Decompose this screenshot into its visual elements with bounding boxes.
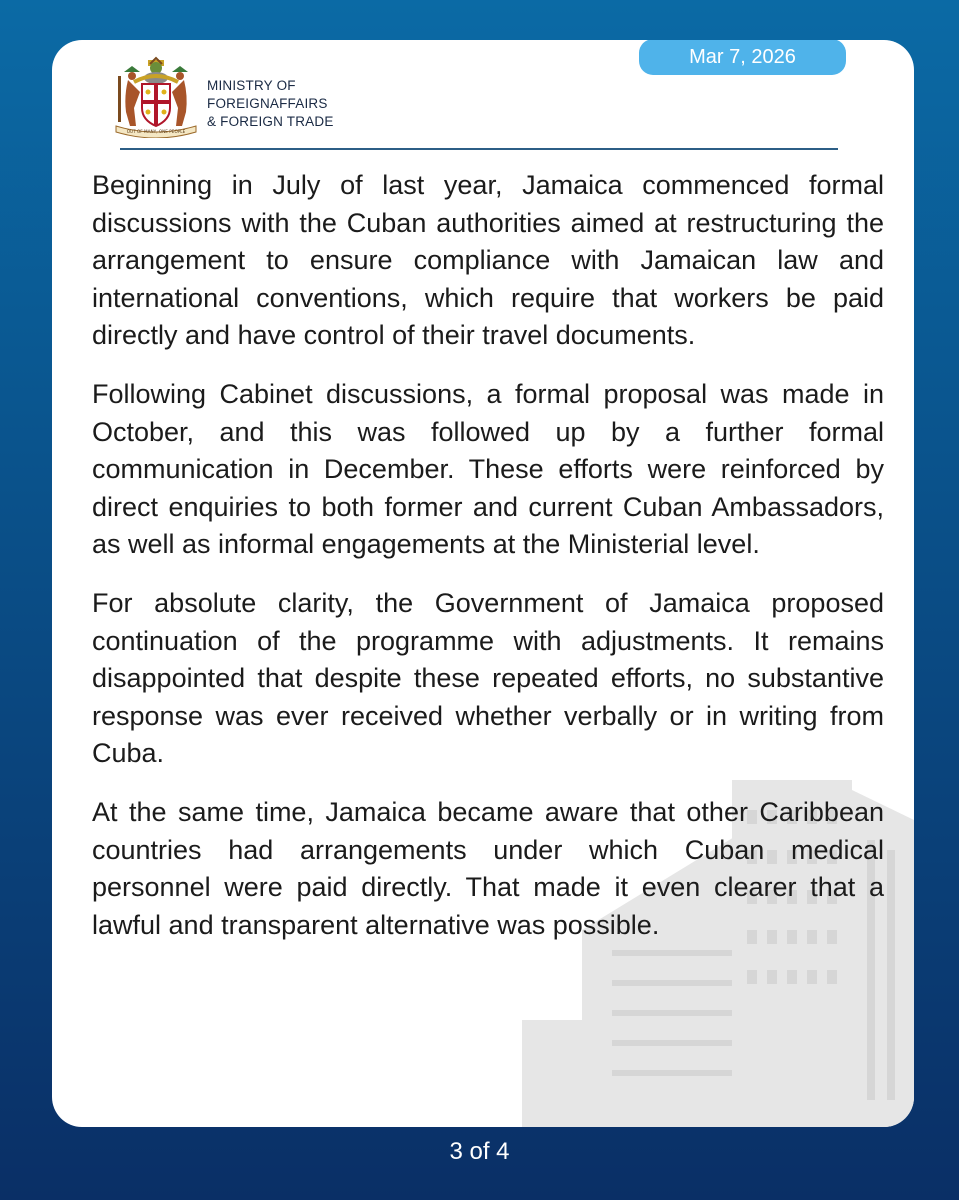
ministry-name xyxy=(207,77,334,131)
date-badge: Mar 7, 2026 xyxy=(639,40,846,75)
statement-card xyxy=(52,40,914,1127)
paragraph: Beginning in July of last year, Jamaica commenced formal discussions with the Cuban authorities aimed at restructuring the arrangement to ensure compliance with Jamaican law and international conventions, which require that workers be paid directly and have control of their travel documents. xyxy=(92,170,884,351)
ministry-line: FOREIGNAFFAIRS xyxy=(207,96,328,111)
page-indicator: 3 of 4 xyxy=(449,1138,510,1165)
paragraph: At the same time, Jamaica became aware that other Caribbean countries had arrangements under which Cuban medical personnel were paid directly. That made it even clearer that a lawful and transparent alternative was possible. xyxy=(92,796,884,940)
header-divider xyxy=(120,148,838,150)
paragraph: For absolute clarity, the Government of Jamaica proposed continuation of the programme with adjustments. It remains disappointed that despite these repeated efforts, no substantive response was ever received whether verbally or in writing from Cuba. xyxy=(92,587,884,769)
statement-body xyxy=(92,167,884,944)
coat-of-arms-logo xyxy=(110,56,202,138)
svg-text:OUT OF MANY, ONE PEOPLE: OUT OF MANY, ONE PEOPLE xyxy=(126,129,186,134)
ministry-line: MINISTRY OF xyxy=(207,78,296,93)
paragraph: Following Cabinet discussions, a formal proposal was made in October, and this was followed up by a further formal communication in December. These efforts were reinforced by direct enquiries to both former and current Cuban Ambassadors, as well as informal engagements at the Ministerial level. xyxy=(92,378,884,560)
ministry-line: & FOREIGN TRADE xyxy=(207,114,334,129)
